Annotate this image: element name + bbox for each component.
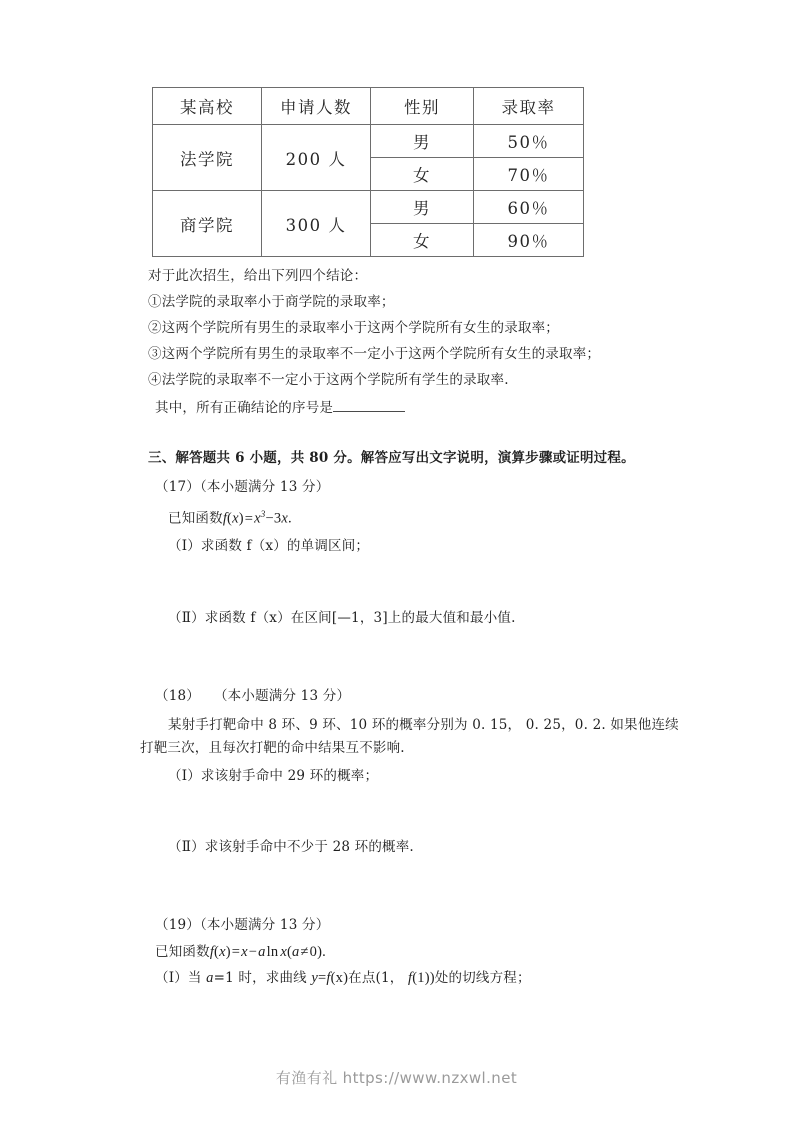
conclusion-item-4: ④法学院的录取率不一定小于这两个学院所有学生的录取率. bbox=[148, 372, 509, 388]
q19-part1-f2: f bbox=[408, 970, 413, 986]
formula-17-period: . bbox=[287, 510, 292, 527]
question-19-number: （19） bbox=[155, 917, 200, 933]
formula-17-f: f bbox=[222, 510, 228, 527]
conclusion-item-1: ①法学院的录取率小于商学院的录取率； bbox=[148, 294, 395, 310]
cell-rate-law-female: 70％ bbox=[474, 158, 584, 191]
cell-applicants-business: 300 人 bbox=[262, 191, 371, 257]
cell-gender-law-female: 女 bbox=[371, 158, 474, 191]
formula-19-cond-close: ) bbox=[317, 944, 323, 960]
question-17-score: （本小题满分 13 分） bbox=[199, 479, 330, 495]
answer-prompt-text: 其中，所有正确结论的序号是 bbox=[155, 400, 334, 416]
formula-19-x1: x bbox=[241, 944, 248, 960]
cell-school-law: 法学院 bbox=[153, 125, 262, 191]
formula-19-cond-a: a bbox=[291, 944, 300, 960]
formula-17-base: x bbox=[254, 510, 261, 527]
cell-gender-law-male: 男 bbox=[371, 125, 474, 158]
q19-part1-a: a bbox=[206, 970, 214, 986]
question-17-part-1: （Ⅰ）求函数 f（x）的单调区间； bbox=[168, 538, 370, 554]
question-18-part-1: （Ⅰ）求该射手命中 29 环的概率； bbox=[168, 768, 379, 784]
q19-part1-f: f bbox=[326, 970, 331, 986]
conclusion-item-3: ③这两个学院所有男生的录取率不一定小于这两个学院所有女生的录取率； bbox=[148, 346, 601, 362]
answer-prompt-line bbox=[155, 400, 405, 416]
formula-19-cond-open: ( bbox=[286, 944, 292, 960]
conclusions-intro: 对于此次招生，给出下列四个结论： bbox=[148, 268, 368, 284]
answer-blank[interactable] bbox=[333, 400, 405, 412]
q19-part1-y: y bbox=[311, 970, 319, 986]
q19-part1-mid: 在点(1， bbox=[348, 970, 409, 986]
table-header-rate: 录取率 bbox=[474, 88, 584, 125]
formula-19-zero: 0 bbox=[309, 944, 318, 960]
question-19-stem-prefix: 已知函数 bbox=[155, 944, 210, 960]
formula-19-period: . bbox=[322, 944, 326, 960]
formula-17-var2: x bbox=[281, 510, 288, 527]
table-header-applicants: 申请人数 bbox=[262, 88, 371, 125]
formula-19-var: x bbox=[219, 944, 226, 960]
question-18-part-2: （Ⅱ）求该射手命中不少于 28 环的概率. bbox=[168, 839, 414, 855]
q19-part1-eq2: = bbox=[318, 970, 327, 986]
formula-17-open: ( bbox=[227, 510, 233, 527]
question-17-stem-prefix: 已知函数 bbox=[168, 510, 223, 527]
table-header-row bbox=[153, 88, 584, 125]
question-18-stem-line-2: 打靶三次，且每次打靶的命中结果互不影响. bbox=[140, 740, 405, 756]
conclusion-item-2: ②这两个学院所有男生的录取率小于这两个学院所有女生的录取率； bbox=[148, 320, 559, 336]
question-18-stem-line-1: 某射手打靶命中 8 环、9 环、10 环的概率分别为 0. 15， 0. 25，0. 2. 如果他连续 bbox=[168, 717, 679, 733]
question-19-score: （本小题满分 13 分） bbox=[199, 917, 330, 933]
site-watermark: 有渔有礼 https://www.nzxwl.net bbox=[275, 1069, 518, 1087]
admission-rate-table bbox=[152, 87, 584, 257]
q19-part1-tail: 处的切线方程； bbox=[434, 970, 531, 986]
cell-school-business: 商学院 bbox=[153, 191, 262, 257]
formula-19-ln: ln bbox=[266, 944, 279, 960]
formula-17-close: ) bbox=[238, 510, 244, 527]
table-row bbox=[153, 125, 584, 158]
formula-17-eq: = bbox=[244, 510, 254, 527]
table-header-school: 某高校 bbox=[153, 88, 262, 125]
question-17-header bbox=[155, 481, 329, 495]
cell-rate-business-male: 60％ bbox=[474, 191, 584, 224]
question-19-header bbox=[155, 919, 329, 933]
table-row bbox=[153, 191, 584, 224]
q19-part1-eq: =1 时，求曲线 bbox=[213, 970, 312, 986]
formula-17-var: x bbox=[232, 510, 239, 527]
cell-rate-business-female: 90％ bbox=[474, 224, 584, 257]
question-19-part-1 bbox=[155, 971, 531, 986]
formula-19-f: f bbox=[209, 944, 215, 960]
question-17-number: （17） bbox=[155, 479, 200, 495]
question-18-score: （本小题满分 13 分） bbox=[213, 688, 351, 704]
question-18-number: （18） bbox=[155, 688, 200, 704]
question-19-stem bbox=[155, 945, 326, 960]
formula-19-a: a bbox=[258, 944, 266, 960]
formula-19-open: ( bbox=[214, 944, 220, 960]
cell-rate-law-male: 50％ bbox=[474, 125, 584, 158]
question-18-header bbox=[155, 690, 350, 704]
q19-part1-f2x: (1)) bbox=[412, 970, 435, 986]
table-header-gender: 性别 bbox=[371, 88, 474, 125]
admission-table-container bbox=[152, 87, 579, 257]
q19-part1-fx: (x) bbox=[330, 970, 349, 986]
question-17-stem bbox=[168, 510, 292, 526]
q19-part1-pre: （Ⅰ）当 bbox=[155, 970, 207, 986]
formula-17-minus: −3 bbox=[265, 510, 282, 527]
formula-19-minus: − bbox=[248, 944, 258, 960]
cell-gender-business-female: 女 bbox=[371, 224, 474, 257]
formula-19-eq: = bbox=[231, 944, 241, 960]
formula-19-x2: x bbox=[280, 944, 287, 960]
cell-gender-business-male: 男 bbox=[371, 191, 474, 224]
section-heading: 三、解答题共 6 小题，共 80 分。解答应写出文字说明，演算步骤或证明过程。 bbox=[148, 450, 635, 466]
formula-19-neq: ≠ bbox=[300, 944, 309, 960]
cell-applicants-law: 200 人 bbox=[262, 125, 371, 191]
question-17-part-2: （Ⅱ）求函数 f（x）在区间[—1，3]上的最大值和最小值. bbox=[168, 610, 516, 626]
formula-17-exponent: 3 bbox=[260, 509, 266, 519]
formula-19-close: ) bbox=[225, 944, 231, 960]
